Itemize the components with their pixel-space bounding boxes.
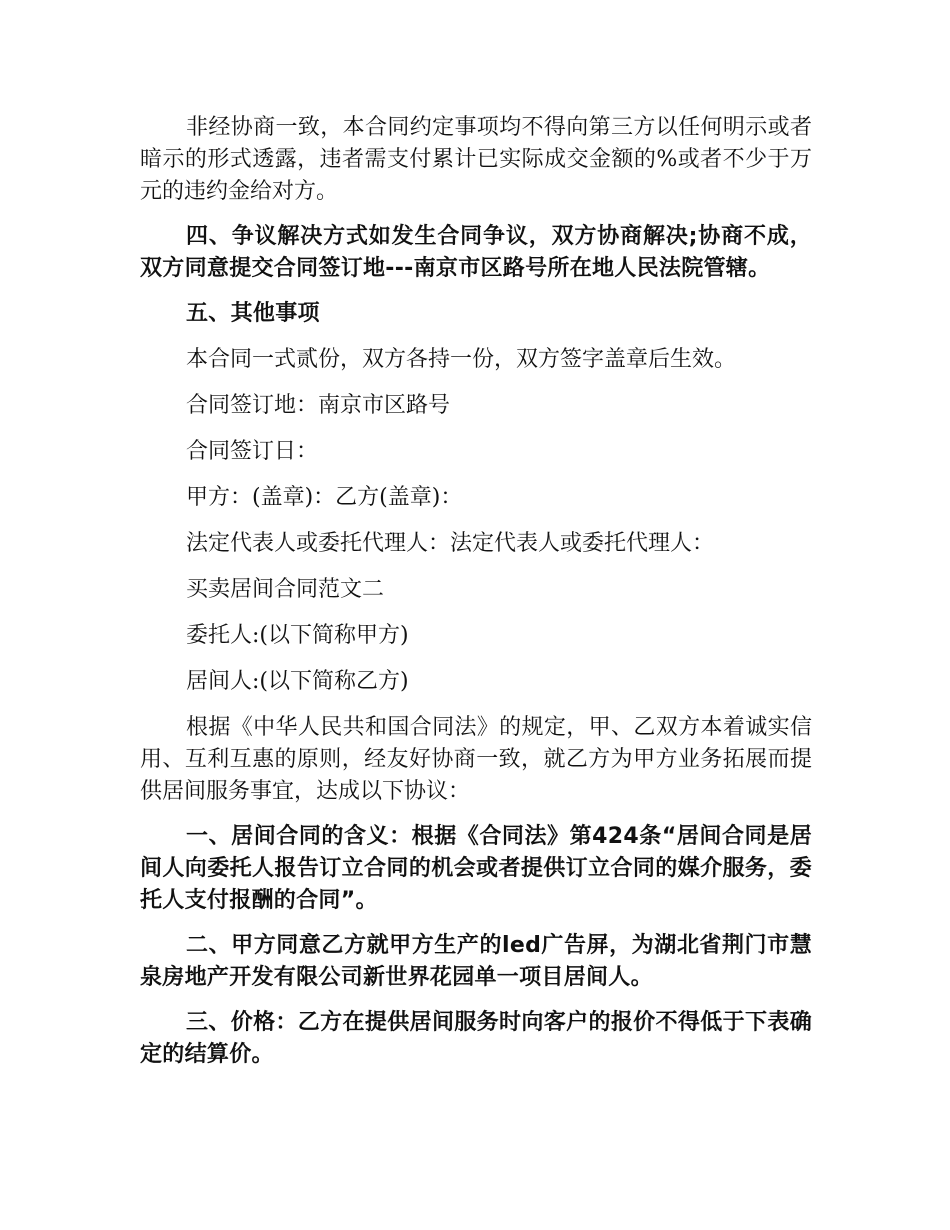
paragraph-signing-place: 合同签订地：南京市区路号 <box>186 393 451 418</box>
paragraph-representatives: 法定代表人或委托代理人：法定代表人或委托代理人： <box>186 531 715 556</box>
paragraph-intermediary: 居间人:(以下简称乙方) <box>186 669 409 694</box>
paragraph-confidentiality: 非经协商一致，本合同约定事项均不得向第三方以任何明示或者暗示的形式透露，违者需支付累计已实际成交金额的%或者不少于万元的违约金给对方。 <box>140 115 812 204</box>
paragraph-principal: 委托人:(以下简称甲方) <box>186 623 409 648</box>
paragraph-dispute-resolution: 四、争议解决方式如发生合同争议，双方协商解决;协商不成，双方同意提交合同签订地---南京市区路号所在地人民法院管辖。 <box>140 224 812 281</box>
paragraph-preamble: 根据《中华人民共和国合同法》的规定，甲、乙双方本着诚实信用、互利互惠的原则，经友好协商一致，就乙方为甲方业务拓展而提供居间服务事宜，达成以下协议： <box>140 715 812 804</box>
heading-other-matters: 五、其他事项 <box>186 301 320 326</box>
clause-one-definition: 一、居间合同的含义：根据《合同法》第424条“居间合同是居间人向委托人报告订立合同的机会或者提供订立合同的媒介服务，委托人支付报酬的合同”。 <box>140 824 812 913</box>
document-page <box>140 112 812 1084</box>
clause-three-price: 三、价格：乙方在提供居间服务时向客户的报价不得低于下表确定的结算价。 <box>140 1010 812 1067</box>
clause-two-scope: 二、甲方同意乙方就甲方生产的led广告屏，为湖北省荆门市慧泉房地产开发有限公司新世界花园单一项目居间人。 <box>140 933 812 990</box>
section-title-sample-two: 买卖居间合同范文二 <box>186 577 385 602</box>
paragraph-copies: 本合同一式贰份，双方各持一份，双方签字盖章后生效。 <box>186 347 737 372</box>
paragraph-party-seals: 甲方：(盖章)：乙方(盖章)： <box>186 485 463 510</box>
paragraph-signing-date: 合同签订日： <box>186 439 319 464</box>
